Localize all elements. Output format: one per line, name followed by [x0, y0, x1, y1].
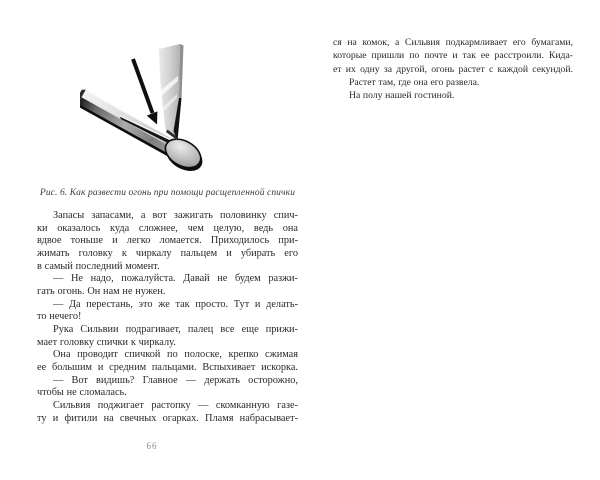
text-line: гать огонь. Он нам не нужен.	[37, 285, 166, 297]
text-line: ки оказалось куда сложнее, чем целую, ведь она	[37, 222, 298, 234]
text-line: мает головку спички к чиркалу.	[37, 336, 176, 348]
right-page-text	[333, 36, 573, 102]
text-line: Растет там, где она его развела.	[349, 76, 480, 88]
text-line: Сильвия поджигает растопку — скомканную газе-	[53, 399, 298, 411]
text-line: — Не надо, пожалуйста. Давай не будем разжи-	[53, 273, 298, 285]
match-split-figure	[80, 28, 252, 186]
text-line: ся на комок, а Сильвия подкармливает его бумагами,	[333, 37, 573, 48]
figure-caption: Рис. 6. Как развести огонь при помощи расщепленной спички	[39, 188, 296, 198]
text-line: чтобы не сломалась.	[37, 387, 127, 399]
text-line: в самый последний момент.	[37, 260, 160, 272]
text-line: ту и фитили на свечных огарках. Пламя набрасывает-	[37, 412, 298, 424]
matchstick	[80, 85, 208, 177]
page-number: 66	[146, 441, 158, 451]
text-line: то нечего!	[37, 311, 82, 323]
text-line: жимать головку к чиркалу пальцем и убирать его	[37, 247, 298, 259]
text-line: ее большим и средним пальцами. Вспыхивает искорка.	[37, 361, 298, 373]
text-line: Она проводит спичкой по полоске, крепко сжимая	[53, 349, 298, 361]
text-line: — Вот видишь? Главное — держать осторожно,	[53, 374, 298, 386]
down-arrow-icon	[133, 59, 157, 125]
figure-illustration	[80, 28, 252, 186]
left-page-text	[37, 210, 298, 425]
text-line: — Да перестань, это же так просто. Тут и делать-	[53, 298, 298, 310]
knife-blade	[159, 44, 184, 141]
text-line: Рука Сильвии подрагивает, палец все еще прижи-	[53, 323, 298, 335]
text-line: На полу нашей гостиной.	[349, 90, 455, 102]
text-line: ет их одну за другой, огонь растет с каждой секундой.	[333, 63, 573, 75]
text-line: вдвое тоньше и легко ломается. Приходилось при-	[37, 235, 298, 247]
text-line: которые пришли по почте и так ее расстроили. Кида-	[333, 50, 573, 62]
text-line: Запасы запасами, а вот зажигать половинку спич-	[53, 210, 298, 221]
